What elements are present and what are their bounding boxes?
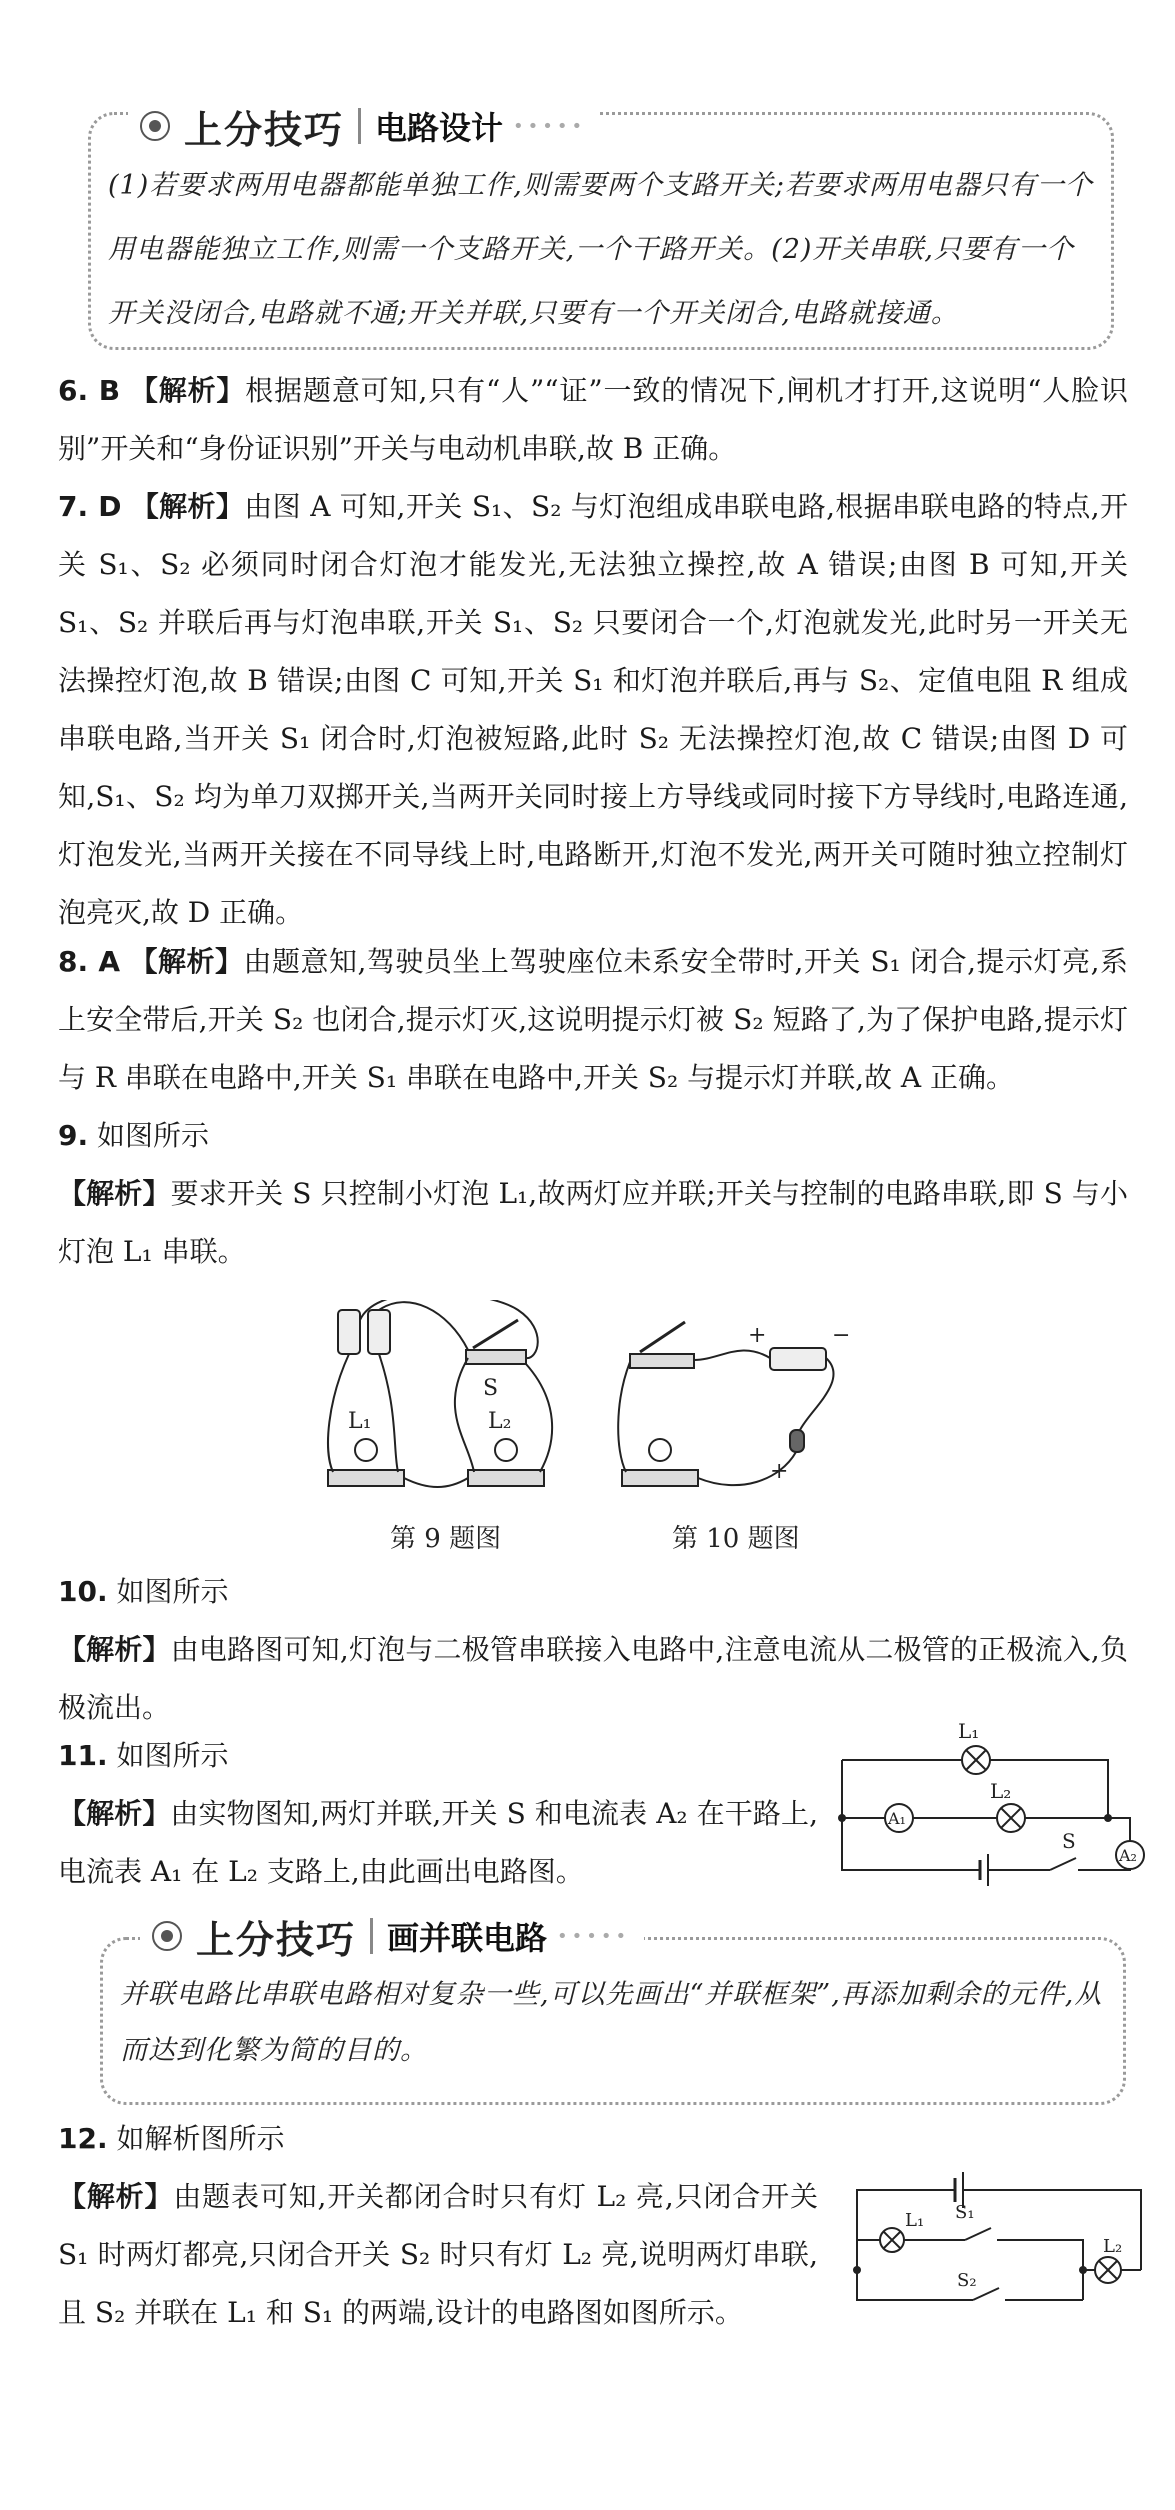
lamp-board-2 [468,1470,544,1486]
question-6 [58,362,1128,478]
bulb [649,1439,671,1461]
label-s: S [1062,1829,1076,1853]
battery-1 [338,1310,360,1354]
tip-title: 上分技巧 [196,1917,357,1962]
question-number: 10. [58,1575,108,1608]
analysis-tag: 【解析】 [129,945,244,978]
question-number: 12. [58,2122,108,2155]
tip-divider [358,108,361,144]
question-11 [58,1727,818,1901]
label-s2: S₂ [957,2270,977,2291]
analysis-text: 要求开关 S 只控制小灯泡 L₁,故两灯应并联;开关与控制的电路串联,即 S 与小灯泡 L₁ 串联。 [58,1177,1128,1268]
question-number: 11. [58,1739,108,1772]
label-l2: L₂ [488,1409,512,1434]
analysis-tag: 【解析】 [130,490,245,523]
question-answer-head: 如图所示 [97,1119,210,1152]
label-l1: L₁ [958,1720,980,1743]
question-12 [58,2110,818,2342]
minus-label-1: − [832,1323,851,1348]
analysis-text: 根据题意可知,只有“人”“证”一致的情况下,闸机才打开,这说明“人脸识别”开关和“身份证识别”开关与电动机串联,故 B 正确。 [58,374,1128,465]
analysis-text: 由实物图知,两灯并联,开关 S 和电流表 A₂ 在干路上,电流表 A₁ 在 L₂ 支路上,由此画出电路图。 [58,1797,818,1888]
question-9 [58,1107,1128,1281]
bulb-1 [355,1439,377,1461]
target-icon [150,1919,184,1953]
dots-decoration: ••••• [513,115,587,137]
analysis-text: 由题表可知,开关都闭合时只有灯 L₂ 亮,只闭合开关 S₁ 时两灯都亮,只闭合开关 S₂ 时只有灯 L₂ 亮,说明两灯串联,且 S₂ 并联在 L₁ 和 S₁ 的两端,设计的电路图如图所示。 [58,2180,818,2329]
label-s1: S₁ [955,2202,975,2223]
label-s: S [483,1376,499,1401]
lamp-board [622,1470,698,1486]
question-8 [58,933,1128,1107]
tip-text: (1)若要求两用电器都能单独工作,则需要两个支路开关;若要求两用电器只有一个用电器能独立工作,则需一个支路开关,一个干路开关。(2)开关串联,只要有一个开关没闭合,电路就不通;开关并联,只要有一个开关闭合,电路就接通。 [108,170,1093,329]
label-l1: L₁ [905,2210,925,2231]
circuit-12-diagram [835,2170,1165,2340]
analysis-text: 由题意知,驾驶员坐上驾驶座位未系安全带时,开关 S₁ 闭合,提示灯亮,系上安全带后,开关 S₂ 也闭合,提示灯灭,这说明提示灯被 S₂ 短路了,为了保护电路,提示灯与 R 串联在电路中,开关 S₁ 串联在电路中,开关 S₂ 与提示灯并联,故 A 正确。 [58,945,1128,1094]
question-answer-head: 如图所示 [116,1739,229,1772]
analysis-tag: 【解析】 [58,1797,171,1830]
analysis-tag: 【解析】 [129,374,246,407]
question-10 [58,1563,1128,1737]
analysis-text: 由图 A 可知,开关 S₁、S₂ 与灯泡组成串联电路,根据串联电路的特点,开关 S₁、S₂ 必须同时闭合灯泡才能发光,无法独立操控,故 A 错误;由图 B 可知,开关 S₁、S₂ 并联后再与灯泡串联,开关 S₁、S₂ 只要闭合一个,灯泡就发光,此时另一开关无法操控灯泡,故 B 错误;由图 C 可知,开关 S₁ 和灯泡并联后,再与 S₂、定值电阻 R 组成串联电路,当开关 S₁ 闭合时,灯泡被短路,此时 S₂ 无法操控灯泡,故 C 错误;由图 D 可知,S₁、S₂ 均为单刀双掷开关,当两开关同时接上方导线或同时接下方导线时,电路连通,灯泡发光,当两开关接在不同导线上时,电路断开,灯泡不发光,两开关可随时独立控制灯泡亮灭,故 D 正确。 [58,490,1128,929]
tip-subtitle: 电路设计 [375,109,504,147]
question-answer-head: 如图所示 [116,1575,229,1608]
figure-9-caption: 第 9 题图 [390,1524,502,1554]
analysis-tag: 【解析】 [58,2180,174,2213]
question-number: 9. [58,1119,89,1152]
junction-dot [838,1814,846,1822]
circuit-11-diagram [830,1720,1170,1895]
switch-base [466,1350,526,1364]
label-l2: L₂ [1103,2236,1123,2257]
junction-dot [853,2266,861,2274]
lamp-board-1 [328,1470,404,1486]
analysis-tag: 【解析】 [58,1633,171,1666]
junction-dot [1079,2266,1087,2274]
question-number: 8. A [58,945,121,978]
tip-text: 并联电路比串联电路相对复杂一些,可以先画出“并联框架”,再添加剩余的元件,从而达到化繁为简的目的。 [120,1979,1103,2066]
label-a2: A₂ [1119,1846,1137,1865]
led-diode [790,1430,804,1452]
battery-2 [368,1310,390,1354]
figure-10-caption: 第 10 题图 [672,1524,800,1554]
junction-dot [1104,1814,1112,1822]
figure-10-diagram [610,1300,870,1515]
tip-title: 上分技巧 [184,107,345,152]
figure-9-diagram [318,1300,578,1515]
tip-header [128,98,600,154]
label-a1: A₁ [888,1809,906,1828]
plus-label-1: + [748,1323,767,1348]
question-number: 6. B [58,374,121,407]
label-l1: L₁ [348,1409,372,1434]
question-number: 7. D [58,490,122,523]
plus-label-2: + [770,1459,789,1484]
question-answer-head: 如解析图所示 [116,2122,285,2155]
bulb-2 [495,1439,517,1461]
tip-divider [370,1918,373,1954]
switch-base [630,1354,694,1368]
analysis-tag: 【解析】 [58,1177,171,1210]
dots-decoration: ••••• [557,1925,631,1947]
target-icon [138,109,172,143]
battery-box [770,1348,826,1370]
question-7 [58,478,1128,942]
tip-subtitle: 画并联电路 [387,1919,548,1957]
analysis-text: 由电路图可知,灯泡与二极管串联接入电路中,注意电流从二极管的正极流入,负极流出。 [58,1633,1128,1724]
tip-header [140,1908,644,1964]
label-l2: L₂ [990,1779,1012,1803]
